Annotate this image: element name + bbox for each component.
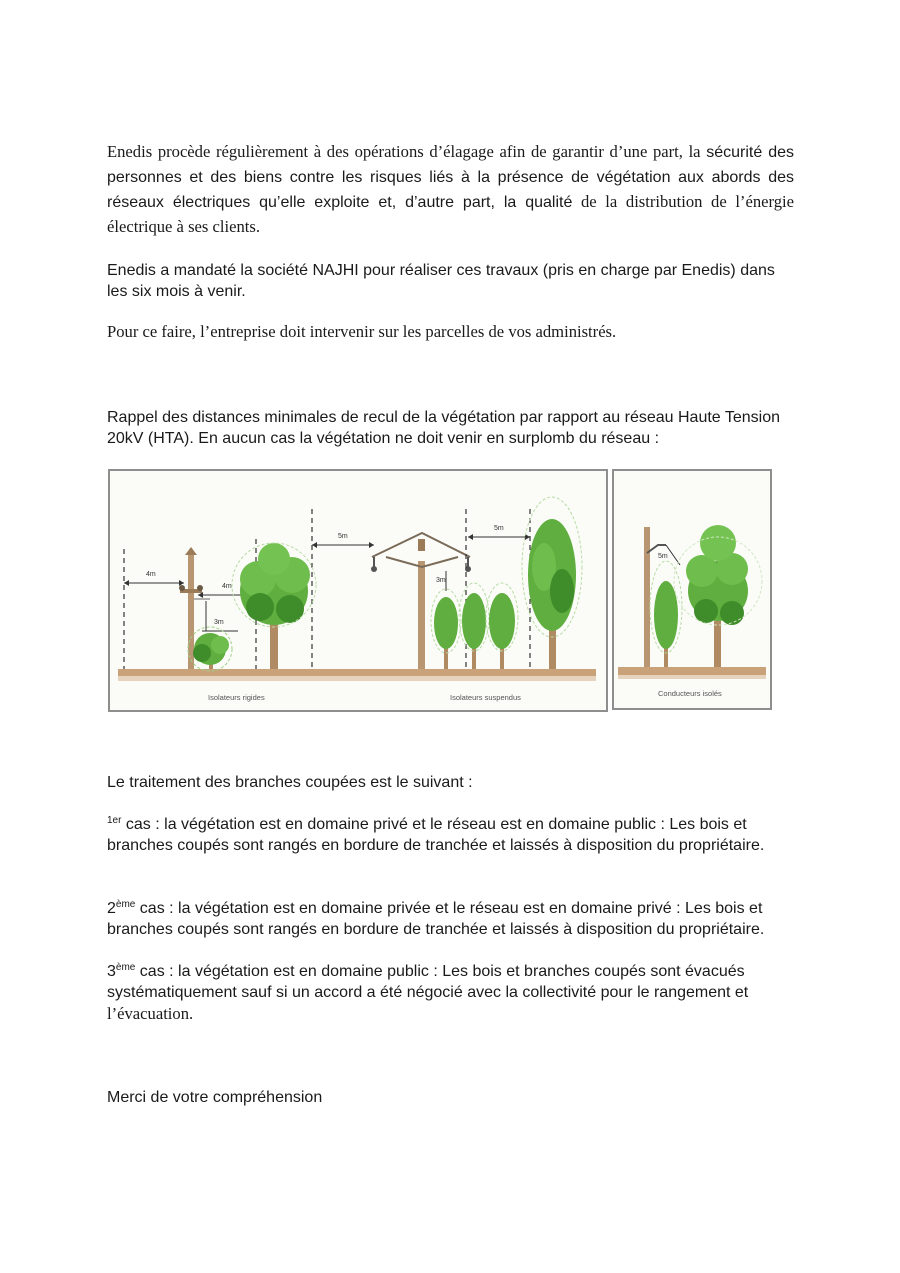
tall-tree-right [522,497,582,669]
insulated-pole [644,527,650,667]
reminder-paragraph: Rappel des distances minimales de recul de la végétation par rapport au réseau Haute Tension 20kV (HTA). En aucun cas la végétation ne doit venir en surplomb du réseau : [107,409,780,447]
case-3-text: cas : la végétation est en domaine public : Les bois et branches coupés sont évacués systématiquement sauf si un accord a été négocié avec la collectivité pour le rangement et [107,963,749,1001]
label-suspended-insulators: Isolateurs suspendus [450,693,521,702]
case-3-ordinal: ème [115,962,136,973]
label-5m-a: 5m [338,533,348,540]
label-5m-b: 5m [494,525,504,532]
case-1-text: cas : la végétation est en domaine privé et le réseau est en domaine public : Les bois et branches coupés sont rangés en bordure de tranchée et laissés à disposition du propriétaire. [107,816,765,854]
large-tree-left [232,543,316,669]
case-2-ordinal: ème [115,899,136,910]
label-4m-b: 4m [222,583,232,590]
case-1 [107,814,794,856]
small-bush [188,627,232,671]
intro-paragraph [107,140,794,239]
intervention-paragraph: Pour ce faire, l’entreprise doit intervenir sur les parcelles de vos administrés. [107,322,617,341]
mandate-paragraph: Enedis a mandaté la société NAJHI pour réaliser ces travaux (pris en charge par Enedis) dans les six mois à venir. [107,262,775,300]
insulated-conductors-illustration [614,471,770,708]
conical-trees [431,583,518,669]
case-2-text: cas : la végétation est en domaine privée et le réseau est en domaine privé : Les bois et branches coupés sont rangés en bordure de tranchée et laissés à disposition du propriétaire. [107,900,765,938]
treatment-title: Le traitement des branches coupées est le suivant : [107,774,473,791]
intro-part-2: des personnes et des biens contre les risques liés à la présence de végétation aux abords des réseaux électriques qu’elle exploite et, d’autre part, la [107,144,794,211]
overhead-lines-illustration [110,471,606,710]
rigid-pole [188,553,194,669]
panel-insulated-conductors [612,469,772,710]
label-4m-a: 4m [146,571,156,578]
ground-strip [118,669,596,677]
case-3-number: 3 [107,963,116,980]
case-3 [107,961,794,1025]
label-insulated-conductors: Conducteurs isolés [658,689,722,698]
case-3-text-end: l’évacuation. [107,1004,194,1023]
label-3m-b: 3m [436,577,446,584]
intro-securite: sécurité [706,144,763,161]
closing-line: Merci de votre compréhension [107,1089,323,1106]
panel-overhead-lines [108,469,608,712]
intro-part-3: de la distribution de l’énergie électrique à ses clients. [107,192,794,236]
intro-qualite: qualité [525,194,573,211]
label-rigid-insulators: Isolateurs rigides [208,693,265,702]
case-2-number: 2 [107,900,116,917]
label-3m-a: 3m [214,619,224,626]
intro-part-1: Enedis procède régulièrement à des opérations d’élagage afin de garantir d’une part, la [107,142,707,161]
case-1-ordinal: 1er [107,815,122,826]
suspended-pole [418,561,425,669]
label-5m-c: 5m [658,553,668,560]
case-2 [107,898,794,940]
